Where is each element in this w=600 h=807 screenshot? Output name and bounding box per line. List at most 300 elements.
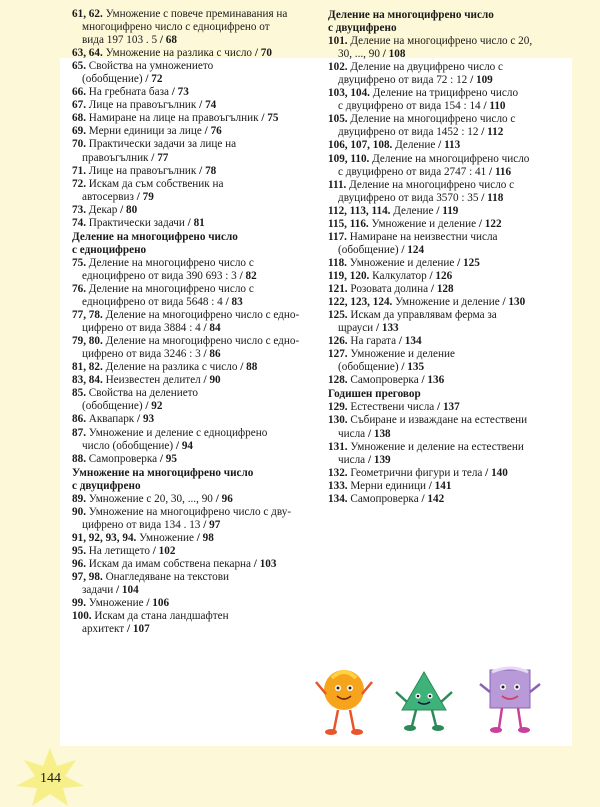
toc-entry-title: Мерни единици за лице: [88, 125, 202, 138]
toc-entry-number: 85.: [72, 387, 86, 400]
toc-entry-line: [72, 191, 317, 204]
section-heading-line: Деление на многоцифрено число: [72, 230, 238, 243]
toc-entry-title: Умножение и деление на естествени: [350, 440, 524, 453]
toc-entry-page: 77: [157, 151, 169, 164]
toc-entry-title: задачи: [82, 584, 114, 597]
toc-entry-separator: /: [200, 374, 210, 387]
toc-entry-page: 106: [152, 597, 170, 610]
toc-entry-line: [328, 87, 564, 100]
toc-entry-title: Умножение на разлика с число: [105, 47, 253, 60]
toc-entry-title: двуцифрено от вида 3570 : 35: [338, 191, 479, 204]
toc-entry-line: [328, 113, 564, 126]
toc-entry-title: Розовата долина: [350, 282, 429, 295]
toc-entry-line: [72, 440, 317, 453]
toc-entry-number: 69.: [72, 125, 86, 138]
toc-entry-line: [72, 296, 317, 309]
toc-entry-separator: /: [222, 296, 232, 309]
toc-entry-line: [72, 309, 317, 322]
toc-entry-title: двуцифрено от вида 72 : 12: [338, 74, 468, 87]
toc-entry-title: Искам да стана ландшафтен: [94, 610, 229, 623]
toc-entry-line: [72, 519, 317, 532]
toc-entry-number: 131.: [328, 440, 348, 453]
toc-entry-page: 98: [202, 531, 214, 544]
toc-entry-line: [72, 427, 317, 440]
toc-entry-title: Деление: [393, 204, 434, 217]
toc-entry-line: [72, 204, 317, 217]
toc-entry-number: 95.: [72, 544, 86, 557]
toc-entry-title: Деление на разлика с число: [105, 361, 238, 374]
toc-entry-line: [328, 126, 564, 139]
toc-entry-line: [328, 257, 564, 270]
toc-entry-page: 108: [388, 48, 406, 61]
toc-entry-line: [328, 454, 564, 467]
toc-entry-line: [72, 387, 317, 400]
toc-entry: [328, 348, 564, 374]
toc-entry: [72, 99, 317, 112]
toc-entry: [72, 571, 317, 597]
mascot-characters-illustration: [312, 660, 562, 740]
circle-character: [316, 670, 372, 735]
toc-entry: [72, 597, 317, 610]
toc-entry-title: цифрено от вида 3884 : 4: [82, 322, 201, 335]
toc-entry-number: 81, 82.: [72, 361, 103, 374]
toc-entry-separator: /: [365, 427, 374, 440]
toc-entry-separator: /: [113, 584, 122, 597]
toc-entry-line: [72, 335, 317, 348]
toc-entry-title: Деление на многоцифрено число с едно-: [105, 335, 300, 348]
toc-entry-separator: /: [196, 164, 206, 177]
toc-entry: [328, 153, 564, 179]
toc-entry-title: автосервиз: [82, 190, 134, 203]
toc-entry: [328, 139, 564, 152]
toc-entry-line: [328, 166, 564, 179]
toc-entry-separator: /: [134, 413, 143, 426]
section-heading-line: Деление на многоцифрено число: [328, 9, 494, 21]
toc-entry-number: 132.: [328, 466, 348, 479]
toc-entry-separator: /: [124, 623, 133, 636]
toc-entry-title: (обобщение): [82, 73, 143, 86]
toc-entry-page: 97: [209, 518, 221, 531]
toc-entry-title: Онагледяване на текстови: [105, 571, 230, 584]
section-heading-line: Умножение на многоцифрено число: [72, 466, 254, 479]
toc-entry-line: [72, 99, 317, 112]
toc-entry-title: Умножение: [88, 597, 144, 610]
toc-entry-page: 79: [142, 190, 154, 203]
toc-entry-page: 126: [435, 269, 453, 282]
toc-entry-line: [328, 100, 564, 113]
toc-entry-line: [72, 270, 317, 283]
toc-entry-number: 129.: [328, 401, 348, 414]
toc-entry-line: [328, 335, 564, 348]
toc-entry-title: Намиране на неизвестни числа: [349, 230, 498, 243]
toc-entry-page: 104: [121, 584, 139, 597]
toc-entry-title: (обобщение): [338, 243, 399, 256]
toc-entry-title: Искам да управлявам ферма за: [350, 309, 497, 322]
toc-entry: [328, 231, 564, 257]
toc-entry-line: [72, 623, 317, 636]
toc-entry-line: [72, 361, 317, 374]
toc-entry-separator: /: [418, 492, 428, 505]
toc-entry-separator: /: [480, 100, 490, 113]
toc-entry-separator: /: [200, 322, 210, 335]
toc-entry: [72, 60, 317, 86]
toc-entry: [72, 610, 317, 636]
toc-entry-page: 94: [181, 439, 193, 452]
toc-entry-page: 116: [494, 165, 512, 178]
toc-entry: [328, 441, 564, 467]
toc-entry-separator: /: [200, 518, 210, 531]
toc-entry-line: [72, 112, 317, 125]
toc-entry-page: 140: [491, 466, 508, 479]
toc-entry-page: 90: [209, 374, 221, 387]
toc-entry-page: 109: [475, 74, 493, 87]
square-character: [480, 668, 540, 733]
toc-entry-line: [328, 480, 564, 493]
toc-entry-title: Самопроверка: [350, 492, 419, 505]
toc-entry-title: вида 197 103 . 5: [82, 34, 158, 47]
toc-entry-page: 112: [487, 126, 504, 139]
toc-entry: [72, 335, 317, 361]
toc-entry-line: [328, 414, 564, 427]
toc-entry-number: 63, 64.: [72, 47, 103, 60]
toc-entry-title: Аквапарк: [88, 413, 135, 426]
toc-entry-number: 102.: [328, 61, 348, 74]
toc-entry-separator: /: [482, 466, 492, 479]
toc-entry-page: 125: [463, 256, 480, 269]
toc-entry: [72, 217, 317, 230]
toc-entry-title: Деление на многоцифрено число с: [349, 178, 515, 191]
toc-entry-line: [72, 34, 317, 47]
toc-entry: [72, 178, 317, 204]
toc-entry-line: [72, 374, 317, 387]
toc-entry-separator: /: [258, 112, 268, 125]
toc-entry: [72, 387, 317, 413]
toc-entry: [72, 374, 317, 387]
toc-entry-number: 115, 116.: [328, 217, 369, 230]
toc-entry: [72, 309, 317, 335]
triangle-character: [396, 672, 452, 731]
toc-entry-separator: /: [435, 139, 445, 152]
toc-entry-number: 109, 110.: [328, 152, 370, 165]
toc-entry-title: Деление на многоцифрено число с: [88, 256, 254, 269]
toc-entry-title: Естествени числа: [350, 401, 435, 414]
toc-entry-number: 130.: [328, 414, 348, 427]
toc-entry-title: с двуцифрено от вида 2747 : 41: [338, 165, 487, 178]
toc-entry-page: 107: [132, 623, 150, 636]
toc-entry-number: 118.: [328, 256, 347, 269]
toc-entry: [72, 125, 317, 138]
toc-entry-title: Деление на многоцифрено число с: [350, 113, 516, 126]
toc-entry-line: [72, 545, 317, 558]
toc-entry-line: [328, 322, 564, 335]
toc-entry: [72, 413, 317, 426]
toc-entry-number: 125.: [328, 309, 348, 322]
toc-entry: [72, 453, 317, 466]
toc-entry-page: 137: [442, 401, 460, 414]
toc-entry-title: Умножение и деление: [371, 217, 477, 230]
toc-entry-line: [72, 73, 317, 86]
toc-entry-separator: /: [173, 439, 182, 452]
toc-entry-page: 70: [260, 47, 272, 60]
toc-entry-title: Мерни единици: [350, 479, 426, 492]
toc-entry-line: [72, 453, 317, 466]
toc-entry-line: [328, 218, 564, 231]
toc-entry: [328, 179, 564, 205]
toc-entry-line: [328, 35, 564, 48]
toc-entry-separator: /: [433, 204, 443, 217]
toc-entry-page: 84: [209, 322, 221, 335]
toc-entry-line: [72, 610, 317, 623]
toc-entry-line: [328, 244, 564, 257]
toc-entry: [72, 532, 317, 545]
toc-entry-number: 112, 113, 114.: [328, 204, 391, 217]
toc-entry: [328, 493, 564, 506]
toc-entry-line: [72, 493, 317, 506]
toc-entry-line: [72, 8, 317, 21]
toc-entry-number: 100.: [72, 610, 92, 623]
toc-entry-page: 103: [259, 557, 277, 570]
toc-entry-number: 133.: [328, 479, 348, 492]
toc-entry-page: 135: [407, 361, 425, 374]
toc-entry-separator: /: [168, 86, 178, 99]
toc-entry-page: 122: [484, 217, 502, 230]
toc-entry: [72, 8, 317, 47]
toc-entry-title: Деление на многоцифрено число с 20,: [350, 35, 533, 48]
toc-entry: [72, 86, 317, 99]
toc-entry-page: 119: [442, 204, 459, 217]
toc-entry-number: 74.: [72, 216, 86, 229]
toc-entry-title: цифрено от вида 3246 : 3: [82, 348, 201, 361]
toc-entry-title: Умножение с повече преминавания на: [105, 8, 288, 20]
toc-entry-line: [72, 400, 317, 413]
toc-entry-number: 61, 62.: [72, 8, 103, 20]
toc-left-column: [72, 8, 317, 636]
toc-entry-number: 68.: [72, 112, 86, 125]
toc-entry-separator: /: [379, 48, 389, 61]
section-heading-line: Годишен преговор: [328, 388, 421, 401]
toc-entry-page: 80: [126, 203, 138, 216]
toc-entry-line: [328, 61, 564, 74]
toc-entry: [72, 204, 317, 217]
toc-entry-line: [328, 374, 564, 387]
toc-entry-page: 68: [165, 34, 177, 47]
toc-entry-page: 124: [407, 243, 425, 256]
toc-entry-separator: /: [157, 34, 166, 47]
toc-entry: [72, 283, 317, 309]
toc-entry-page: 139: [373, 453, 391, 466]
toc-entry-title: На гарата: [350, 335, 397, 348]
toc-entry-page: 142: [427, 492, 445, 505]
toc-entry-line: [328, 74, 564, 87]
toc-entry-page: 88: [246, 361, 258, 374]
toc-entry-separator: /: [252, 47, 261, 60]
toc-entry-page: 133: [381, 322, 399, 335]
toc-entry-line: [72, 60, 317, 73]
toc-entry-title: 30, ..., 90: [338, 48, 380, 61]
toc-entry: [328, 467, 564, 480]
toc-entry-line: [72, 165, 317, 178]
toc-entry-title: Умножение на многоцифрено число с дву-: [88, 505, 292, 518]
toc-entry-title: Деление на двуцифрено число с: [350, 61, 504, 74]
toc-entry-page: 118: [487, 191, 504, 204]
toc-entry-line: [72, 152, 317, 165]
toc-entry: [328, 257, 564, 270]
toc-entry-title: (обобщение): [82, 400, 143, 413]
toc-entry: [72, 47, 317, 60]
toc-entry: [328, 205, 564, 218]
toc-entry-page: 83: [231, 296, 243, 309]
toc-entry-number: 70.: [72, 138, 86, 151]
toc-entry-line: [328, 139, 564, 152]
toc-entry-number: 117.: [328, 230, 347, 243]
toc-entry-separator: /: [476, 217, 485, 230]
toc-entry-number: 79, 80.: [72, 335, 103, 348]
toc-entry-number: 111.: [328, 178, 347, 191]
toc-entry-number: 89.: [72, 492, 86, 505]
toc-entry-title: Умножение и деление с едноцифрено: [88, 426, 268, 439]
toc-entry-title: Деление: [395, 139, 436, 152]
toc-entry-separator: /: [251, 557, 260, 570]
toc-entry: [72, 257, 317, 283]
toc-entry-line: [72, 125, 317, 138]
toc-entry-number: 77, 78.: [72, 309, 103, 322]
toc-entry: [72, 427, 317, 453]
toc-entry-separator: /: [398, 361, 408, 374]
section-heading-line: с двуцифрено: [72, 479, 141, 492]
toc-entry-line: [328, 205, 564, 218]
toc-entry-separator: /: [396, 335, 405, 348]
toc-entry-page: 92: [151, 400, 163, 413]
toc-entry-title: двуцифрено от вида 1452 : 12: [338, 126, 479, 139]
toc-entry-title: многоцифрено число с едноцифрено от: [82, 21, 270, 34]
toc-entry-title: Умножение: [139, 531, 194, 544]
toc-entry-line: [72, 138, 317, 151]
toc-entry: [328, 296, 564, 309]
toc-entry-separator: /: [157, 452, 166, 465]
toc-entry-page: 72: [151, 73, 163, 86]
section-heading: [328, 9, 564, 35]
toc-entry-number: 87.: [72, 426, 86, 439]
toc-entry-separator: /: [236, 269, 246, 282]
toc-entry-number: 106, 107, 108.: [328, 139, 393, 152]
toc-entry-separator: /: [143, 597, 153, 610]
toc-entry: [72, 506, 317, 532]
toc-entry-separator: /: [418, 374, 428, 387]
toc-entry-title: едноцифрено от вида 390 693 : 3: [82, 269, 237, 282]
toc-entry-title: Лице на правоъгълник: [88, 164, 197, 177]
toc-entry-number: 127.: [328, 348, 348, 361]
toc-entry-title: Умножение и деление: [350, 348, 455, 361]
toc-entry: [328, 218, 564, 231]
toc-entry-title: числа: [338, 453, 366, 466]
toc-entry-line: [72, 47, 317, 60]
toc-entry-title: число (обобщение): [82, 439, 174, 452]
toc-entry-number: 91, 92, 93, 94.: [72, 531, 137, 544]
toc-entry-separator: /: [117, 203, 127, 216]
toc-entry-page: 96: [221, 492, 233, 505]
toc-entry-title: Събиране и изваждане на естествени: [350, 414, 528, 427]
toc-entry-number: 83, 84.: [72, 374, 103, 387]
toc-entry-separator: /: [201, 125, 211, 138]
toc-entry-number: 134.: [328, 492, 348, 505]
toc-entry-line: [72, 348, 317, 361]
toc-entry-line: [72, 558, 317, 571]
toc-entry-line: [72, 571, 317, 584]
toc-entry-page: 86: [209, 348, 221, 361]
toc-entry: [328, 414, 564, 440]
toc-entry-title: Искам да имам собствена пекарна: [88, 557, 251, 570]
section-heading-line: с двуцифрено: [328, 22, 397, 35]
section-heading-line: с едноцифрено: [72, 243, 147, 256]
toc-entry-separator: /: [142, 400, 152, 413]
toc-entry-line: [328, 296, 564, 309]
toc-entry-separator: /: [149, 544, 159, 557]
toc-entry-separator: /: [425, 479, 435, 492]
toc-entry-title: Деление на трицифрено число: [372, 87, 519, 100]
toc-entry-number: 99.: [72, 597, 86, 610]
toc-entry-separator: /: [200, 348, 210, 361]
toc-entry-page: 73: [177, 86, 189, 99]
toc-entry-separator: /: [434, 401, 443, 414]
toc-entry-page: 93: [142, 413, 155, 426]
toc-entry-separator: /: [426, 269, 436, 282]
toc-entry-separator: /: [365, 453, 374, 466]
toc-entry-title: цифрено от вида 134 . 13: [82, 518, 201, 531]
toc-entry-line: [72, 322, 317, 335]
toc-entry: [72, 545, 317, 558]
toc-entry-number: 96.: [72, 557, 86, 570]
toc-entry-number: 90.: [72, 505, 86, 518]
toc-entry-number: 86.: [72, 413, 86, 426]
toc-entry-separator: /: [196, 99, 206, 112]
toc-entry: [72, 361, 317, 374]
toc-entry-line: [328, 231, 564, 244]
toc-entry-line: [328, 348, 564, 361]
toc-entry-page: 81: [193, 216, 205, 229]
toc-entry-line: [72, 283, 317, 296]
toc-entry-number: 67.: [72, 99, 86, 112]
toc-entry-title: На гребната база: [88, 86, 169, 99]
toc-entry-title: Деление на многоцифрено число с: [88, 282, 254, 295]
toc-entry: [328, 374, 564, 387]
toc-entry-separator: /: [184, 216, 194, 229]
toc-entry-page: 74: [205, 99, 217, 112]
toc-entry-line: [72, 532, 317, 545]
toc-entry: [328, 401, 564, 414]
toc-entry-page: 95: [165, 452, 177, 465]
toc-entry-number: 97, 98.: [72, 571, 103, 584]
toc-entry: [328, 309, 564, 335]
toc-entry-number: 128.: [328, 374, 348, 387]
toc-entry-title: Умножение и деление: [395, 296, 500, 309]
toc-entry-line: [72, 257, 317, 270]
toc-entry-separator: /: [486, 165, 495, 178]
toc-entry-separator: /: [478, 191, 488, 204]
toc-entry-line: [72, 86, 317, 99]
toc-entry-line: [72, 597, 317, 610]
toc-entry-title: щрауси: [338, 322, 374, 335]
toc-entry-page: 75: [267, 112, 279, 125]
toc-entry-line: [328, 270, 564, 283]
toc-entry-title: Лице на правоъгълник: [88, 99, 197, 112]
toc-entry-title: Умножение и деление: [349, 256, 455, 269]
toc-entry-separator: /: [398, 243, 408, 256]
toc-entry-number: 88.: [72, 452, 86, 465]
toc-entry: [328, 283, 564, 296]
toc-entry-number: 76.: [72, 282, 86, 295]
toc-entry-number: 75.: [72, 256, 86, 269]
toc-entry-number: 71.: [72, 164, 86, 177]
